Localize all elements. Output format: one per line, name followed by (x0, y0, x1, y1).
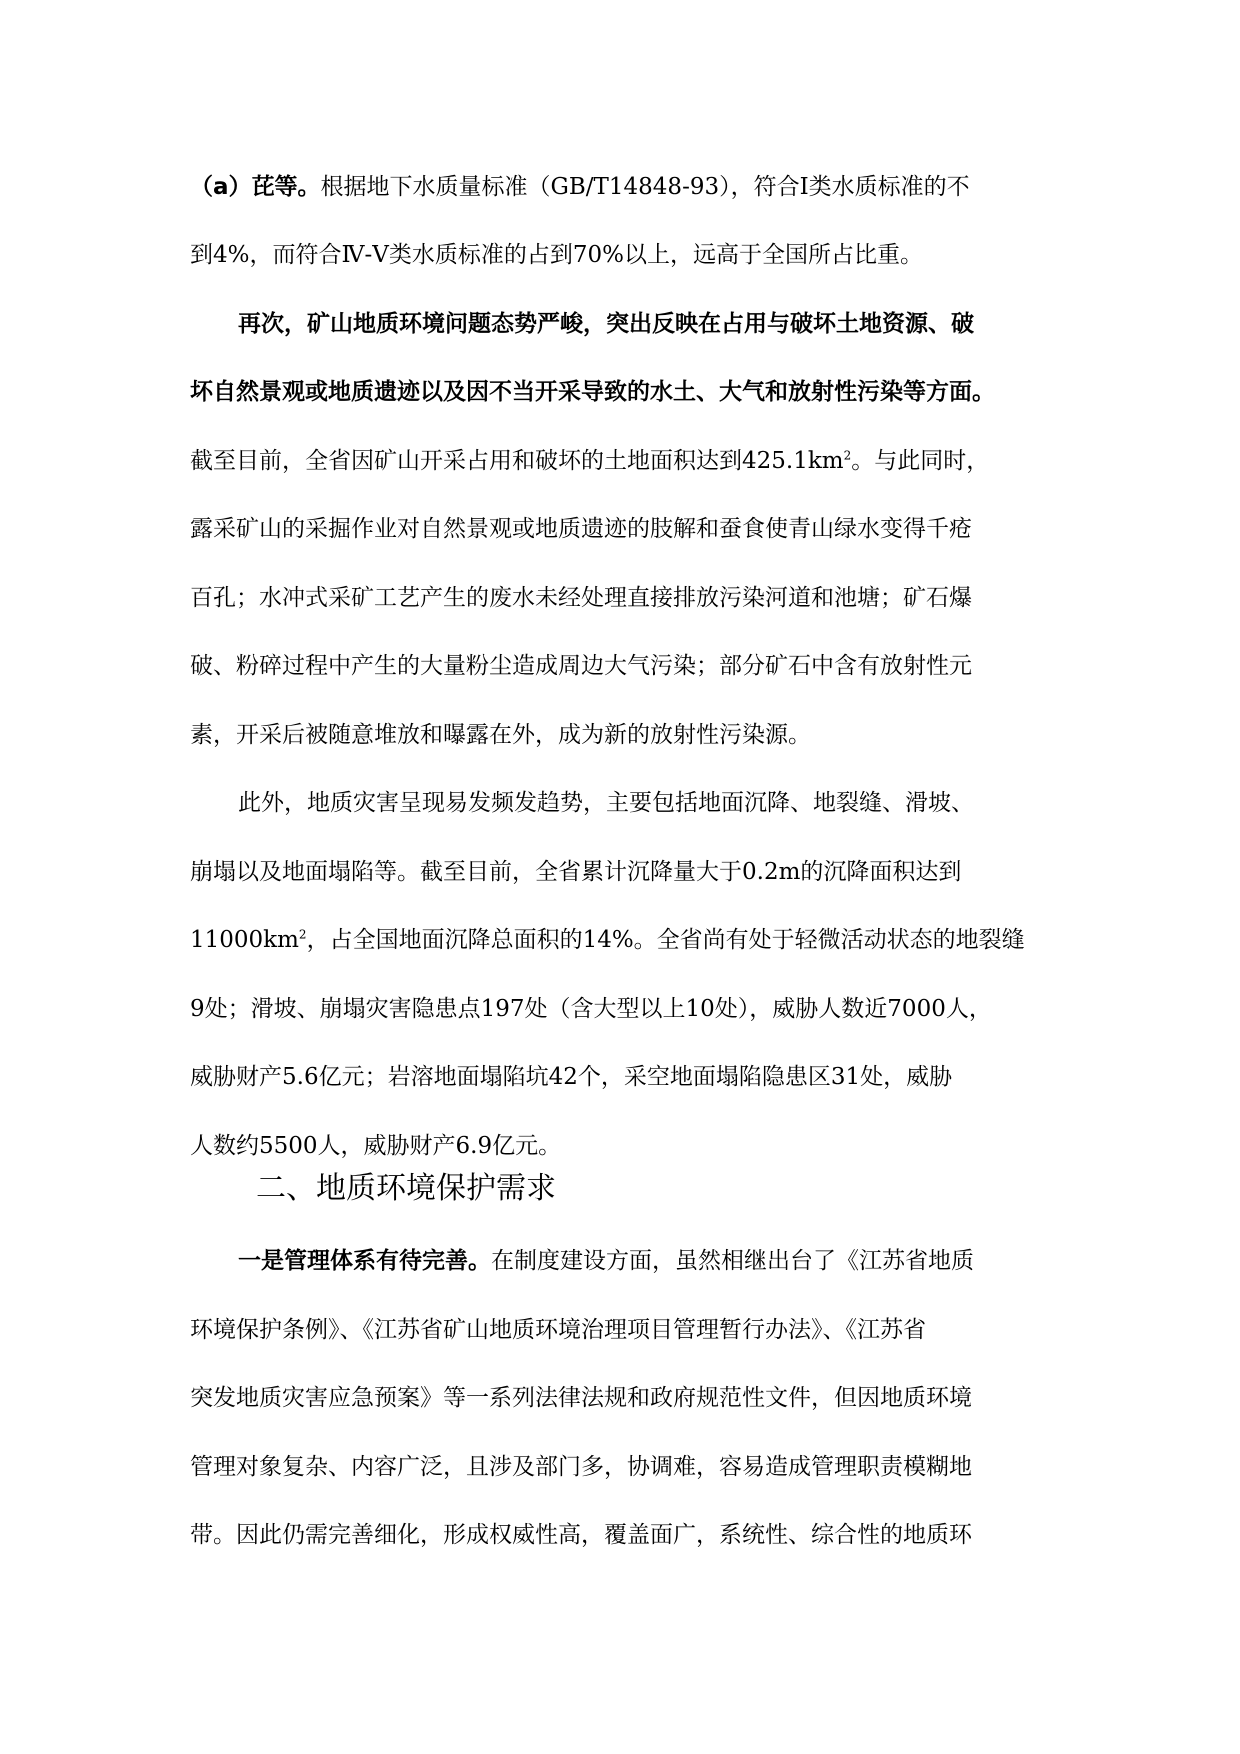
paragraph-3-line-4: 9处；滑坡、崩塌灾害隐患点197处（含大型以上10处），威胁人数近7000人， (190, 996, 992, 1022)
paragraph-2-line-1: 再次，矿山地质环境问题态势严峻，突出反映在占用与破坏土地资源、破 (238, 311, 974, 337)
paragraph-1-line-2: 到4%，而符合Ⅳ-Ⅴ类水质标准的占到70%以上，远高于全国所占比重。 (190, 242, 923, 268)
paragraph-3-line-3-b: ，占全国地面沉降总面积的14%。全省尚有处于轻微活动状态的地裂缝 (306, 927, 1025, 953)
paragraph-4-line-4: 管理对象复杂、内容广泛，且涉及部门多，协调难，容易造成管理职责模糊地 (190, 1454, 972, 1480)
paragraph-3-line-5: 威胁财产5.6亿元；岩溶地面塌陷坑42个，采空地面塌陷隐患区31处，威胁 (190, 1064, 953, 1090)
superscript-2: 2 (843, 448, 852, 463)
paragraph-2-line-3-b: 。与此同时， (851, 448, 990, 474)
paragraph-2-line-3 (190, 445, 989, 477)
superscript-2: 2 (298, 927, 307, 942)
paragraph-2-line-4: 露采矿山的采掘作业对自然景观或地质遗迹的肢解和蚕食使青山绿水变得千疮 (190, 516, 972, 542)
paragraph-1-line-1-text: 根据地下水质量标准（GB/T14848-93），符合Ⅰ类水质标准的不 (320, 174, 970, 200)
paragraph-4-line-1 (238, 1245, 974, 1277)
paragraph-4-line-3: 突发地质灾害应急预案》等一系列法律法规和政府规范性文件，但因地质环境 (190, 1385, 972, 1411)
paragraph-3-line-6: 人数约5500人，威胁财产6.9亿元。 (190, 1133, 562, 1159)
paragraph-4-lead: 一是管理体系有待完善。 (238, 1248, 491, 1274)
section-heading: 二、地质环境保护需求 (256, 1171, 556, 1206)
paragraph-4-line-2: 环境保护条例》、《江苏省矿山地质环境治理项目管理暂行办法》、《江苏省 (190, 1317, 926, 1343)
paragraph-4-line-5: 带。因此仍需完善细化，形成权威性高，覆盖面广，系统性、综合性的地质环 (190, 1522, 972, 1548)
paragraph-2-line-2: 坏自然景观或地质遗迹以及因不当开采导致的水土、大气和放射性污染等方面。 (190, 379, 995, 405)
paragraph-3-line-2: 崩塌以及地面塌陷等。截至目前，全省累计沉降量大于0.2m的沉降面积达到 (190, 859, 962, 885)
paragraph-3-line-3 (190, 924, 1025, 956)
paragraph-3-line-3-a: 11000km (190, 927, 299, 953)
paragraph-4-line-1-text: 在制度建设方面，虽然相继出台了《江苏省地质 (491, 1248, 974, 1274)
paragraph-3-line-1: 此外，地质灾害呈现易发频发趋势，主要包括地面沉降、地裂缝、滑坡、 (238, 790, 974, 816)
paragraph-2-line-5: 百孔；水冲式采矿工艺产生的废水未经处理直接排放污染河道和池塘；矿石爆 (190, 585, 972, 611)
paragraph-2-line-6: 破、粉碎过程中产生的大量粉尘造成周边大气污染；部分矿石中含有放射性元 (190, 653, 972, 679)
paragraph-2-line-7: 素，开采后被随意堆放和曝露在外，成为新的放射性污染源。 (190, 722, 811, 748)
paragraph-1-lead: （a）芘等。 (190, 174, 321, 200)
paragraph-1-line-1 (190, 171, 970, 203)
paragraph-2-line-3-a: 截至目前，全省因矿山开采占用和破坏的土地面积达到425.1km (190, 448, 844, 474)
